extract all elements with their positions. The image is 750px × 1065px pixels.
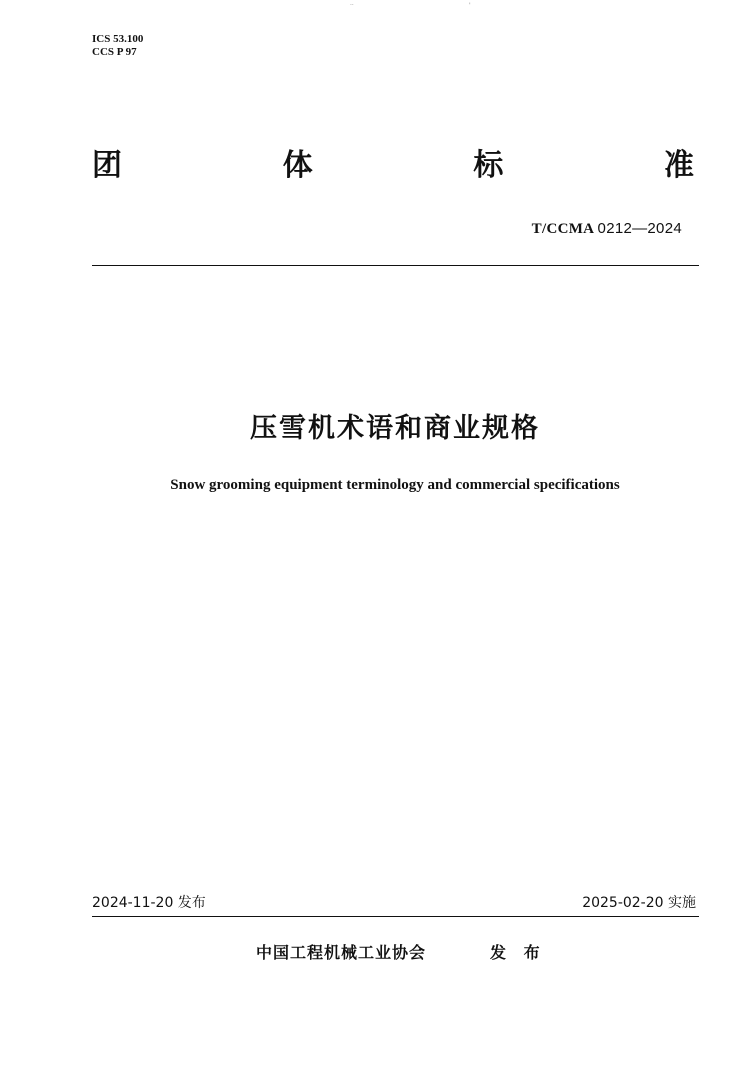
classification-codes bbox=[92, 33, 143, 59]
issue-date: 2024-11-20 发布 bbox=[92, 895, 206, 911]
bottom-divider bbox=[92, 916, 699, 917]
standard-type-char: 准 bbox=[663, 148, 694, 183]
standard-number-value: 0212—2024 bbox=[597, 220, 682, 237]
standard-number bbox=[532, 220, 682, 238]
implementation-date: 2025-02-20 实施 bbox=[582, 895, 696, 911]
standard-number-prefix: T/CCMA bbox=[531, 221, 594, 237]
ics-code: ICS 53.100 bbox=[92, 33, 144, 45]
standard-type-char: 团 bbox=[92, 148, 122, 183]
scan-mark: ' bbox=[469, 2, 471, 9]
publish-label: 发 布 bbox=[490, 943, 546, 962]
standard-type-heading bbox=[92, 146, 694, 186]
ccs-code: CCS P 97 bbox=[92, 46, 137, 58]
top-divider bbox=[92, 265, 699, 266]
standard-type-char: 标 bbox=[473, 148, 504, 183]
publisher-name: 中国工程机械工业协会 bbox=[256, 943, 427, 962]
standard-type-char: 体 bbox=[282, 148, 313, 183]
title-chinese: 压雪机术语和商业规格 bbox=[250, 413, 540, 444]
title-english: Snow grooming equipment terminology and commercial specifications bbox=[170, 477, 620, 493]
scan-mark: ·· bbox=[350, 2, 354, 9]
